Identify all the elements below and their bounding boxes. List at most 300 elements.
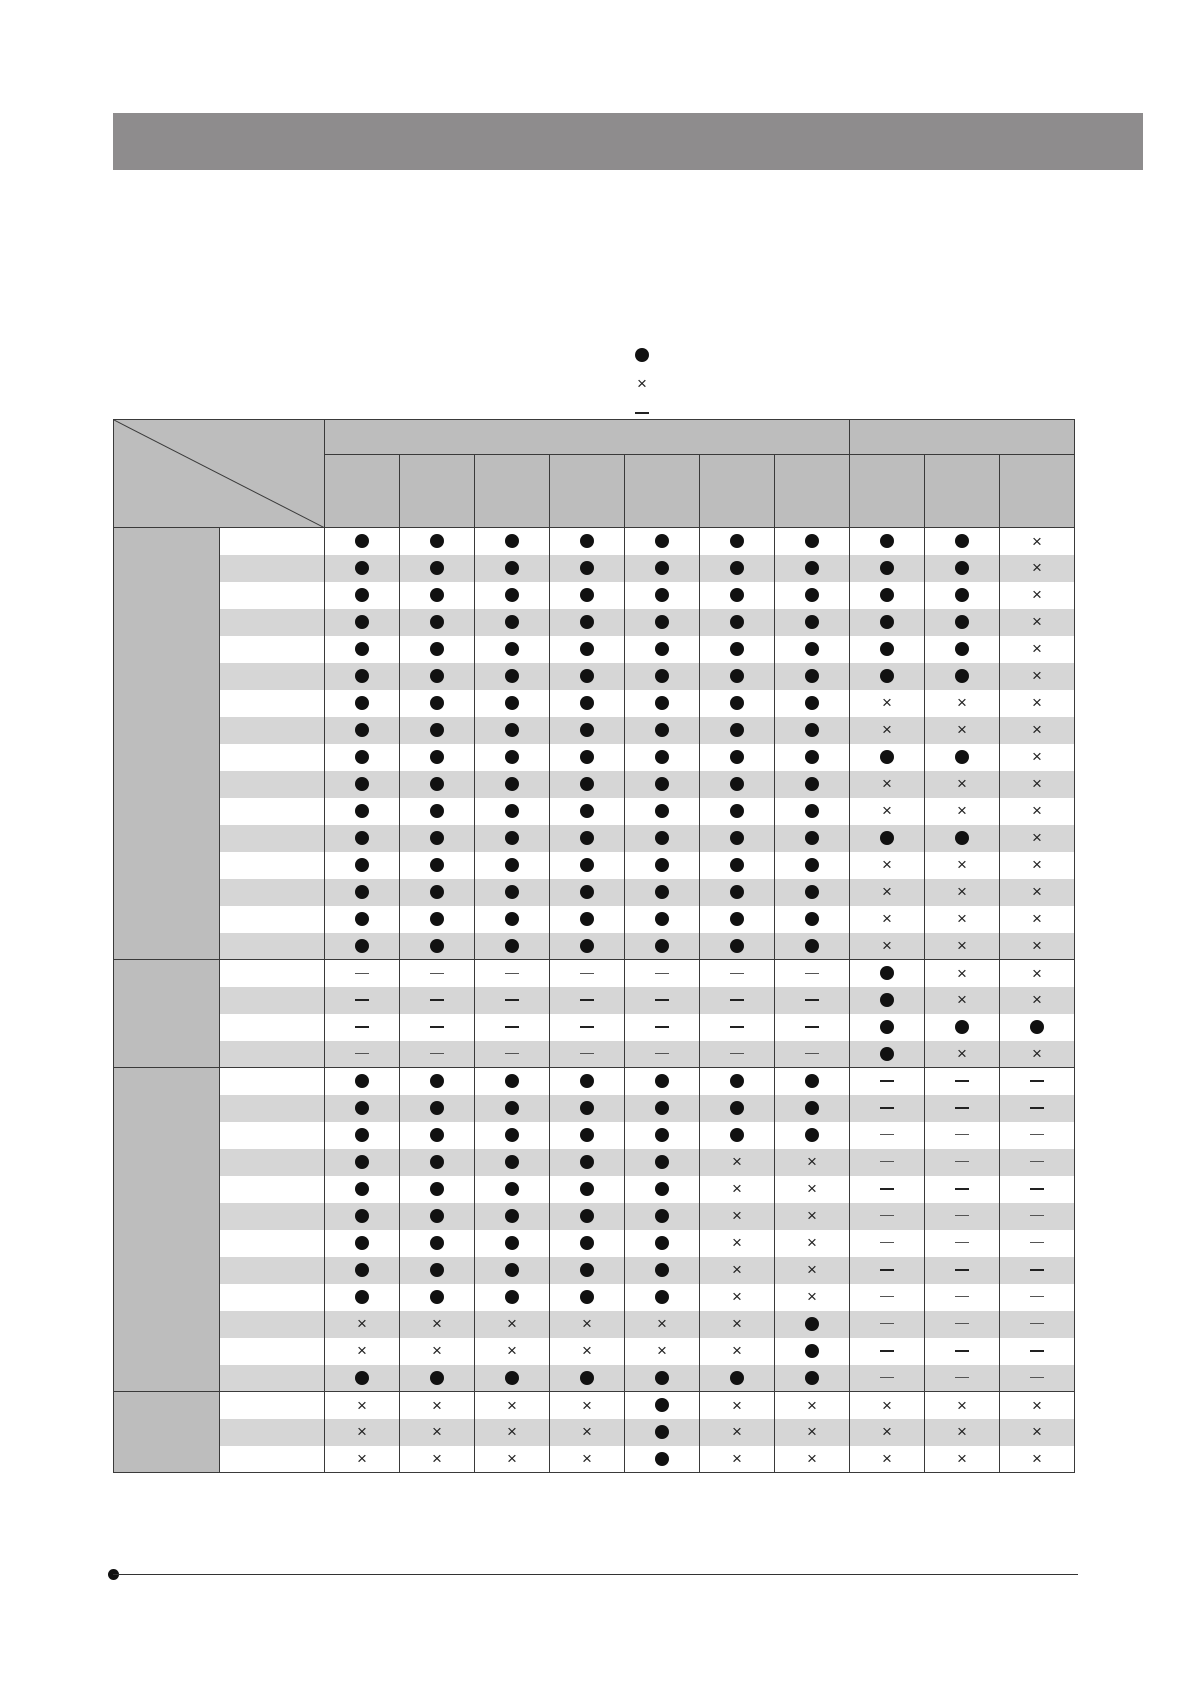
table-cell: [325, 1203, 400, 1230]
column-header-1: [325, 455, 400, 528]
table-cell: [550, 1419, 625, 1446]
filled-circle-mark: [505, 588, 519, 602]
dash-mark: [1030, 1215, 1044, 1216]
cross-mark: ×: [1032, 774, 1042, 794]
table-cell: [550, 609, 625, 636]
filled-circle-mark: [430, 939, 444, 953]
filled-circle-mark: [655, 831, 669, 845]
table-cell: [775, 1311, 850, 1338]
table-cell: [775, 690, 850, 717]
filled-circle-mark: [655, 1398, 669, 1412]
column-header-6: [700, 455, 775, 528]
filled-circle-mark: [655, 1101, 669, 1115]
filled-circle-mark: [1030, 1020, 1044, 1034]
table-cell: [550, 528, 625, 555]
dash-mark: [1030, 1134, 1044, 1135]
dash-mark: [955, 1161, 969, 1162]
row-label-cell: [220, 852, 325, 879]
table-cell: [400, 798, 475, 825]
cross-mark: ×: [732, 1152, 742, 1172]
table-cell: [625, 1311, 700, 1338]
table-cell: [475, 1230, 550, 1257]
table-cell: [625, 609, 700, 636]
dash-mark: [635, 412, 649, 414]
table-cell: [775, 555, 850, 582]
filled-circle-mark: [430, 669, 444, 683]
filled-circle-mark: [655, 534, 669, 548]
table-cell: [1000, 1176, 1075, 1203]
cross-mark: ×: [882, 855, 892, 875]
table-cell: [550, 1014, 625, 1041]
table-cell: [925, 1284, 1000, 1311]
table-row: [114, 528, 1075, 555]
cross-mark: ×: [432, 1314, 442, 1334]
cross-mark: ×: [882, 936, 892, 956]
table-cell: [400, 690, 475, 717]
header-group-2: [850, 420, 1075, 455]
row-label-cell: [220, 555, 325, 582]
dash-mark: [1030, 1107, 1044, 1109]
dash-mark: [880, 1377, 894, 1378]
column-header-9: [925, 455, 1000, 528]
table-cell: [550, 960, 625, 987]
table-cell: [475, 798, 550, 825]
cross-mark: ×: [432, 1341, 442, 1361]
table-cell: [475, 879, 550, 906]
table-cell: [850, 852, 925, 879]
cross-mark: ×: [432, 1422, 442, 1442]
filled-circle-mark: [655, 912, 669, 926]
dash-mark: [1030, 1242, 1044, 1243]
table-cell: [775, 1041, 850, 1068]
table-cell: [925, 690, 1000, 717]
dash-mark: [1030, 1323, 1044, 1324]
table-row: [114, 1419, 1075, 1446]
table-cell: [775, 528, 850, 555]
table-cell: [775, 609, 850, 636]
filled-circle-mark: [730, 777, 744, 791]
table-cell: [850, 609, 925, 636]
table-cell: [325, 1176, 400, 1203]
filled-circle-mark: [430, 1182, 444, 1196]
compatibility-table: [113, 419, 1075, 1473]
row-label-cell: [220, 528, 325, 555]
dash-mark: [880, 1296, 894, 1297]
table-cell: [325, 825, 400, 852]
table-cell: [1000, 825, 1075, 852]
table-cell: [325, 1095, 400, 1122]
table-cell: [850, 1392, 925, 1419]
filled-circle-mark: [730, 1371, 744, 1385]
table-cell: [925, 1419, 1000, 1446]
table-cell: [325, 1014, 400, 1041]
table-row: [114, 1311, 1075, 1338]
table-cell: [625, 798, 700, 825]
table-cell: [850, 1041, 925, 1068]
table-cell: [850, 1122, 925, 1149]
cross-mark: ×: [582, 1449, 592, 1469]
table-cell: [550, 1446, 625, 1473]
table-cell: [1000, 1068, 1075, 1095]
dash-mark: [505, 999, 519, 1001]
row-label-cell: [220, 1230, 325, 1257]
table-row: [114, 933, 1075, 960]
table-cell: [550, 1284, 625, 1311]
table-cell: [925, 1014, 1000, 1041]
table-cell: [625, 1338, 700, 1365]
filled-circle-mark: [805, 858, 819, 872]
table-cell: [850, 1095, 925, 1122]
cross-mark: ×: [582, 1314, 592, 1334]
table-row: [114, 825, 1075, 852]
row-label-cell: [220, 1257, 325, 1284]
filled-circle-mark: [355, 1236, 369, 1250]
filled-circle-mark: [580, 1209, 594, 1223]
cross-mark: ×: [1032, 720, 1042, 740]
row-label-cell: [220, 825, 325, 852]
cross-mark: ×: [957, 1422, 967, 1442]
table-cell: [475, 1149, 550, 1176]
cross-mark: ×: [357, 1341, 367, 1361]
filled-circle-mark: [505, 1074, 519, 1088]
table-cell: [850, 771, 925, 798]
table-cell: [850, 1257, 925, 1284]
table-cell: [550, 1230, 625, 1257]
filled-circle-mark: [430, 588, 444, 602]
table-cell: [1000, 1419, 1075, 1446]
row-label-cell: [220, 1392, 325, 1419]
dash-mark: [730, 973, 744, 974]
filled-circle-mark: [880, 1047, 894, 1061]
filled-circle-mark: [805, 1344, 819, 1358]
table-cell: [475, 1041, 550, 1068]
cross-mark: ×: [507, 1422, 517, 1442]
filled-circle-mark: [505, 1371, 519, 1385]
table-row: [114, 879, 1075, 906]
table-cell: [400, 555, 475, 582]
table-cell: [550, 987, 625, 1014]
filled-circle-mark: [580, 1290, 594, 1304]
filled-circle-mark: [580, 858, 594, 872]
table-cell: [700, 1203, 775, 1230]
table-cell: [700, 1284, 775, 1311]
table-row: [114, 609, 1075, 636]
table-cell: [325, 852, 400, 879]
table-cell: [925, 717, 1000, 744]
filled-circle-mark: [505, 1101, 519, 1115]
row-label-cell: [220, 933, 325, 960]
table-cell: [775, 825, 850, 852]
filled-circle-mark: [505, 1290, 519, 1304]
dash-mark: [880, 1242, 894, 1243]
filled-circle-mark: [730, 858, 744, 872]
filled-circle-mark: [580, 723, 594, 737]
table-cell: [400, 1122, 475, 1149]
table-cell: [325, 1149, 400, 1176]
filled-circle-mark: [355, 1101, 369, 1115]
dash-mark: [1030, 1080, 1044, 1082]
table-cell: [775, 663, 850, 690]
cross-mark: ×: [957, 774, 967, 794]
dash-mark: [955, 1377, 969, 1378]
table-cell: [700, 528, 775, 555]
table-cell: [325, 528, 400, 555]
cross-mark: ×: [582, 1341, 592, 1361]
row-label-cell: [220, 582, 325, 609]
cross-mark: ×: [1032, 990, 1042, 1010]
table-cell: [925, 744, 1000, 771]
dash-mark: [355, 999, 369, 1001]
table-cell: [475, 1446, 550, 1473]
table-cell: [850, 1365, 925, 1392]
filled-circle-mark: [355, 1128, 369, 1142]
table-row: [114, 1068, 1075, 1095]
filled-circle-mark: [355, 1209, 369, 1223]
cross-mark: ×: [637, 374, 647, 393]
filled-circle-mark: [805, 723, 819, 737]
table-cell: [850, 1419, 925, 1446]
filled-circle-mark: [580, 615, 594, 629]
cross-mark: ×: [1032, 963, 1042, 983]
table-cell: [700, 852, 775, 879]
column-header-8: [850, 455, 925, 528]
filled-circle-mark: [955, 615, 969, 629]
row-label-cell: [220, 798, 325, 825]
filled-circle-mark: [655, 561, 669, 575]
table-cell: [775, 1122, 850, 1149]
filled-circle-mark: [355, 723, 369, 737]
table-cell: [400, 1257, 475, 1284]
table-cell: [475, 1419, 550, 1446]
table-cell: [925, 663, 1000, 690]
dash-mark: [730, 1026, 744, 1028]
table-cell: [325, 1446, 400, 1473]
cross-mark: ×: [1032, 558, 1042, 578]
dash-mark: [730, 999, 744, 1001]
table-cell: [775, 1068, 850, 1095]
table-cell: [850, 1068, 925, 1095]
table-cell: [475, 1311, 550, 1338]
column-header-7: [775, 455, 850, 528]
cross-mark: ×: [1032, 801, 1042, 821]
cross-mark: ×: [957, 801, 967, 821]
cross-mark: ×: [732, 1395, 742, 1415]
table-cell: [475, 663, 550, 690]
table-cell: [700, 933, 775, 960]
dash-mark: [655, 1053, 669, 1054]
row-group-header-2: [114, 960, 220, 1068]
cross-mark: ×: [1032, 639, 1042, 659]
filled-circle-mark: [655, 858, 669, 872]
table-cell: [550, 1095, 625, 1122]
table-cell: [850, 798, 925, 825]
table-cell: [1000, 771, 1075, 798]
filled-circle-mark: [355, 696, 369, 710]
table-row: [114, 1257, 1075, 1284]
table-cell: [400, 1095, 475, 1122]
cross-mark: ×: [882, 1395, 892, 1415]
dash-mark: [655, 999, 669, 1001]
table-cell: [550, 744, 625, 771]
dash-mark: [880, 1134, 894, 1135]
table-cell: [925, 1122, 1000, 1149]
cross-mark: ×: [1032, 531, 1042, 551]
cross-mark: ×: [657, 1314, 667, 1334]
table-cell: [925, 825, 1000, 852]
table-cell: [925, 1365, 1000, 1392]
table-cell: [550, 879, 625, 906]
filled-circle-mark: [580, 885, 594, 899]
table-cell: [925, 1068, 1000, 1095]
filled-circle-mark: [805, 561, 819, 575]
table-cell: [325, 1230, 400, 1257]
table-row: [114, 636, 1075, 663]
cross-mark: ×: [957, 1395, 967, 1415]
filled-circle-mark: [655, 885, 669, 899]
table-cell: [925, 609, 1000, 636]
table-cell: [850, 1284, 925, 1311]
table-cell: [1000, 1230, 1075, 1257]
table-cell: [625, 1365, 700, 1392]
table-cell: [700, 717, 775, 744]
table-cell: [325, 771, 400, 798]
dash-mark: [430, 999, 444, 1001]
table-cell: [400, 1392, 475, 1419]
table-cell: [1000, 1122, 1075, 1149]
filled-circle-mark: [880, 561, 894, 575]
table-cell: [325, 933, 400, 960]
dash-mark: [730, 1053, 744, 1054]
cross-mark: ×: [1032, 1395, 1042, 1415]
table-cell: [475, 933, 550, 960]
table-cell: [625, 771, 700, 798]
table-cell: [475, 1095, 550, 1122]
table-cell: [775, 1230, 850, 1257]
table-cell: [1000, 1365, 1075, 1392]
table-cell: [550, 798, 625, 825]
filled-circle-mark: [505, 1209, 519, 1223]
filled-circle-mark: [355, 669, 369, 683]
table-cell: [700, 1149, 775, 1176]
dash-mark: [505, 973, 519, 974]
table-cell: [925, 1176, 1000, 1203]
table-cell: [400, 1446, 475, 1473]
cross-mark: ×: [957, 1449, 967, 1469]
table-cell: [400, 609, 475, 636]
filled-circle-mark: [430, 858, 444, 872]
table-cell: [700, 798, 775, 825]
cross-mark: ×: [1032, 747, 1042, 767]
table-cell: [1000, 798, 1075, 825]
cross-mark: ×: [1032, 1449, 1042, 1469]
filled-circle-mark: [430, 696, 444, 710]
table-cell: [550, 933, 625, 960]
dash-mark: [955, 1350, 969, 1352]
cross-mark: ×: [507, 1314, 517, 1334]
table-cell: [850, 1311, 925, 1338]
table-cell: [1000, 636, 1075, 663]
table-cell: [700, 663, 775, 690]
table-cell: [700, 609, 775, 636]
table-cell: [850, 1338, 925, 1365]
table-cell: [700, 1230, 775, 1257]
table-cell: [550, 636, 625, 663]
cross-mark: ×: [732, 1179, 742, 1199]
table-row: [114, 771, 1075, 798]
table-cell: [700, 1446, 775, 1473]
filled-circle-mark: [635, 348, 649, 362]
table-cell: [625, 1068, 700, 1095]
filled-circle-mark: [430, 1209, 444, 1223]
table-cell: [700, 1338, 775, 1365]
table-cell: [925, 1392, 1000, 1419]
table-cell: [925, 852, 1000, 879]
table-cell: [775, 582, 850, 609]
filled-circle-mark: [505, 1155, 519, 1169]
filled-circle-mark: [880, 669, 894, 683]
filled-circle-mark: [655, 1182, 669, 1196]
dash-mark: [580, 999, 594, 1001]
filled-circle-mark: [655, 1290, 669, 1304]
column-header-2: [400, 455, 475, 528]
table-cell: [850, 960, 925, 987]
filled-circle-mark: [430, 1128, 444, 1142]
dash-mark: [880, 1188, 894, 1190]
filled-circle-mark: [655, 1371, 669, 1385]
table-row: [114, 1149, 1075, 1176]
table-cell: [400, 1176, 475, 1203]
filled-circle-mark: [505, 1263, 519, 1277]
table-cell: [475, 1176, 550, 1203]
table-cell: [700, 1257, 775, 1284]
row-label-cell: [220, 1176, 325, 1203]
table-cell: [550, 1041, 625, 1068]
table-cell: [775, 1338, 850, 1365]
filled-circle-mark: [505, 831, 519, 845]
table-cell: [550, 1203, 625, 1230]
filled-circle-mark: [355, 1290, 369, 1304]
row-label-cell: [220, 1446, 325, 1473]
filled-circle-mark: [805, 642, 819, 656]
cross-mark: ×: [882, 693, 892, 713]
cross-mark: ×: [1032, 1044, 1042, 1064]
row-group-header-1: [114, 528, 220, 960]
dash-mark: [880, 1080, 894, 1082]
table-cell: [550, 1311, 625, 1338]
table-cell: [625, 555, 700, 582]
filled-circle-mark: [730, 723, 744, 737]
filled-circle-mark: [655, 804, 669, 818]
table-cell: [550, 1068, 625, 1095]
table-cell: [925, 1257, 1000, 1284]
table-row: [114, 582, 1075, 609]
table-cell: [850, 1203, 925, 1230]
table-cell: [475, 1203, 550, 1230]
table-cell: [1000, 987, 1075, 1014]
dash-mark: [955, 1215, 969, 1216]
filled-circle-mark: [805, 669, 819, 683]
table-cell: [625, 1122, 700, 1149]
row-label-cell: [220, 609, 325, 636]
filled-circle-mark: [880, 831, 894, 845]
dash-mark: [1030, 1188, 1044, 1190]
filled-circle-mark: [430, 831, 444, 845]
filled-circle-mark: [730, 588, 744, 602]
table-cell: [400, 1014, 475, 1041]
filled-circle-mark: [805, 831, 819, 845]
filled-circle-mark: [430, 1101, 444, 1115]
table-cell: [625, 582, 700, 609]
